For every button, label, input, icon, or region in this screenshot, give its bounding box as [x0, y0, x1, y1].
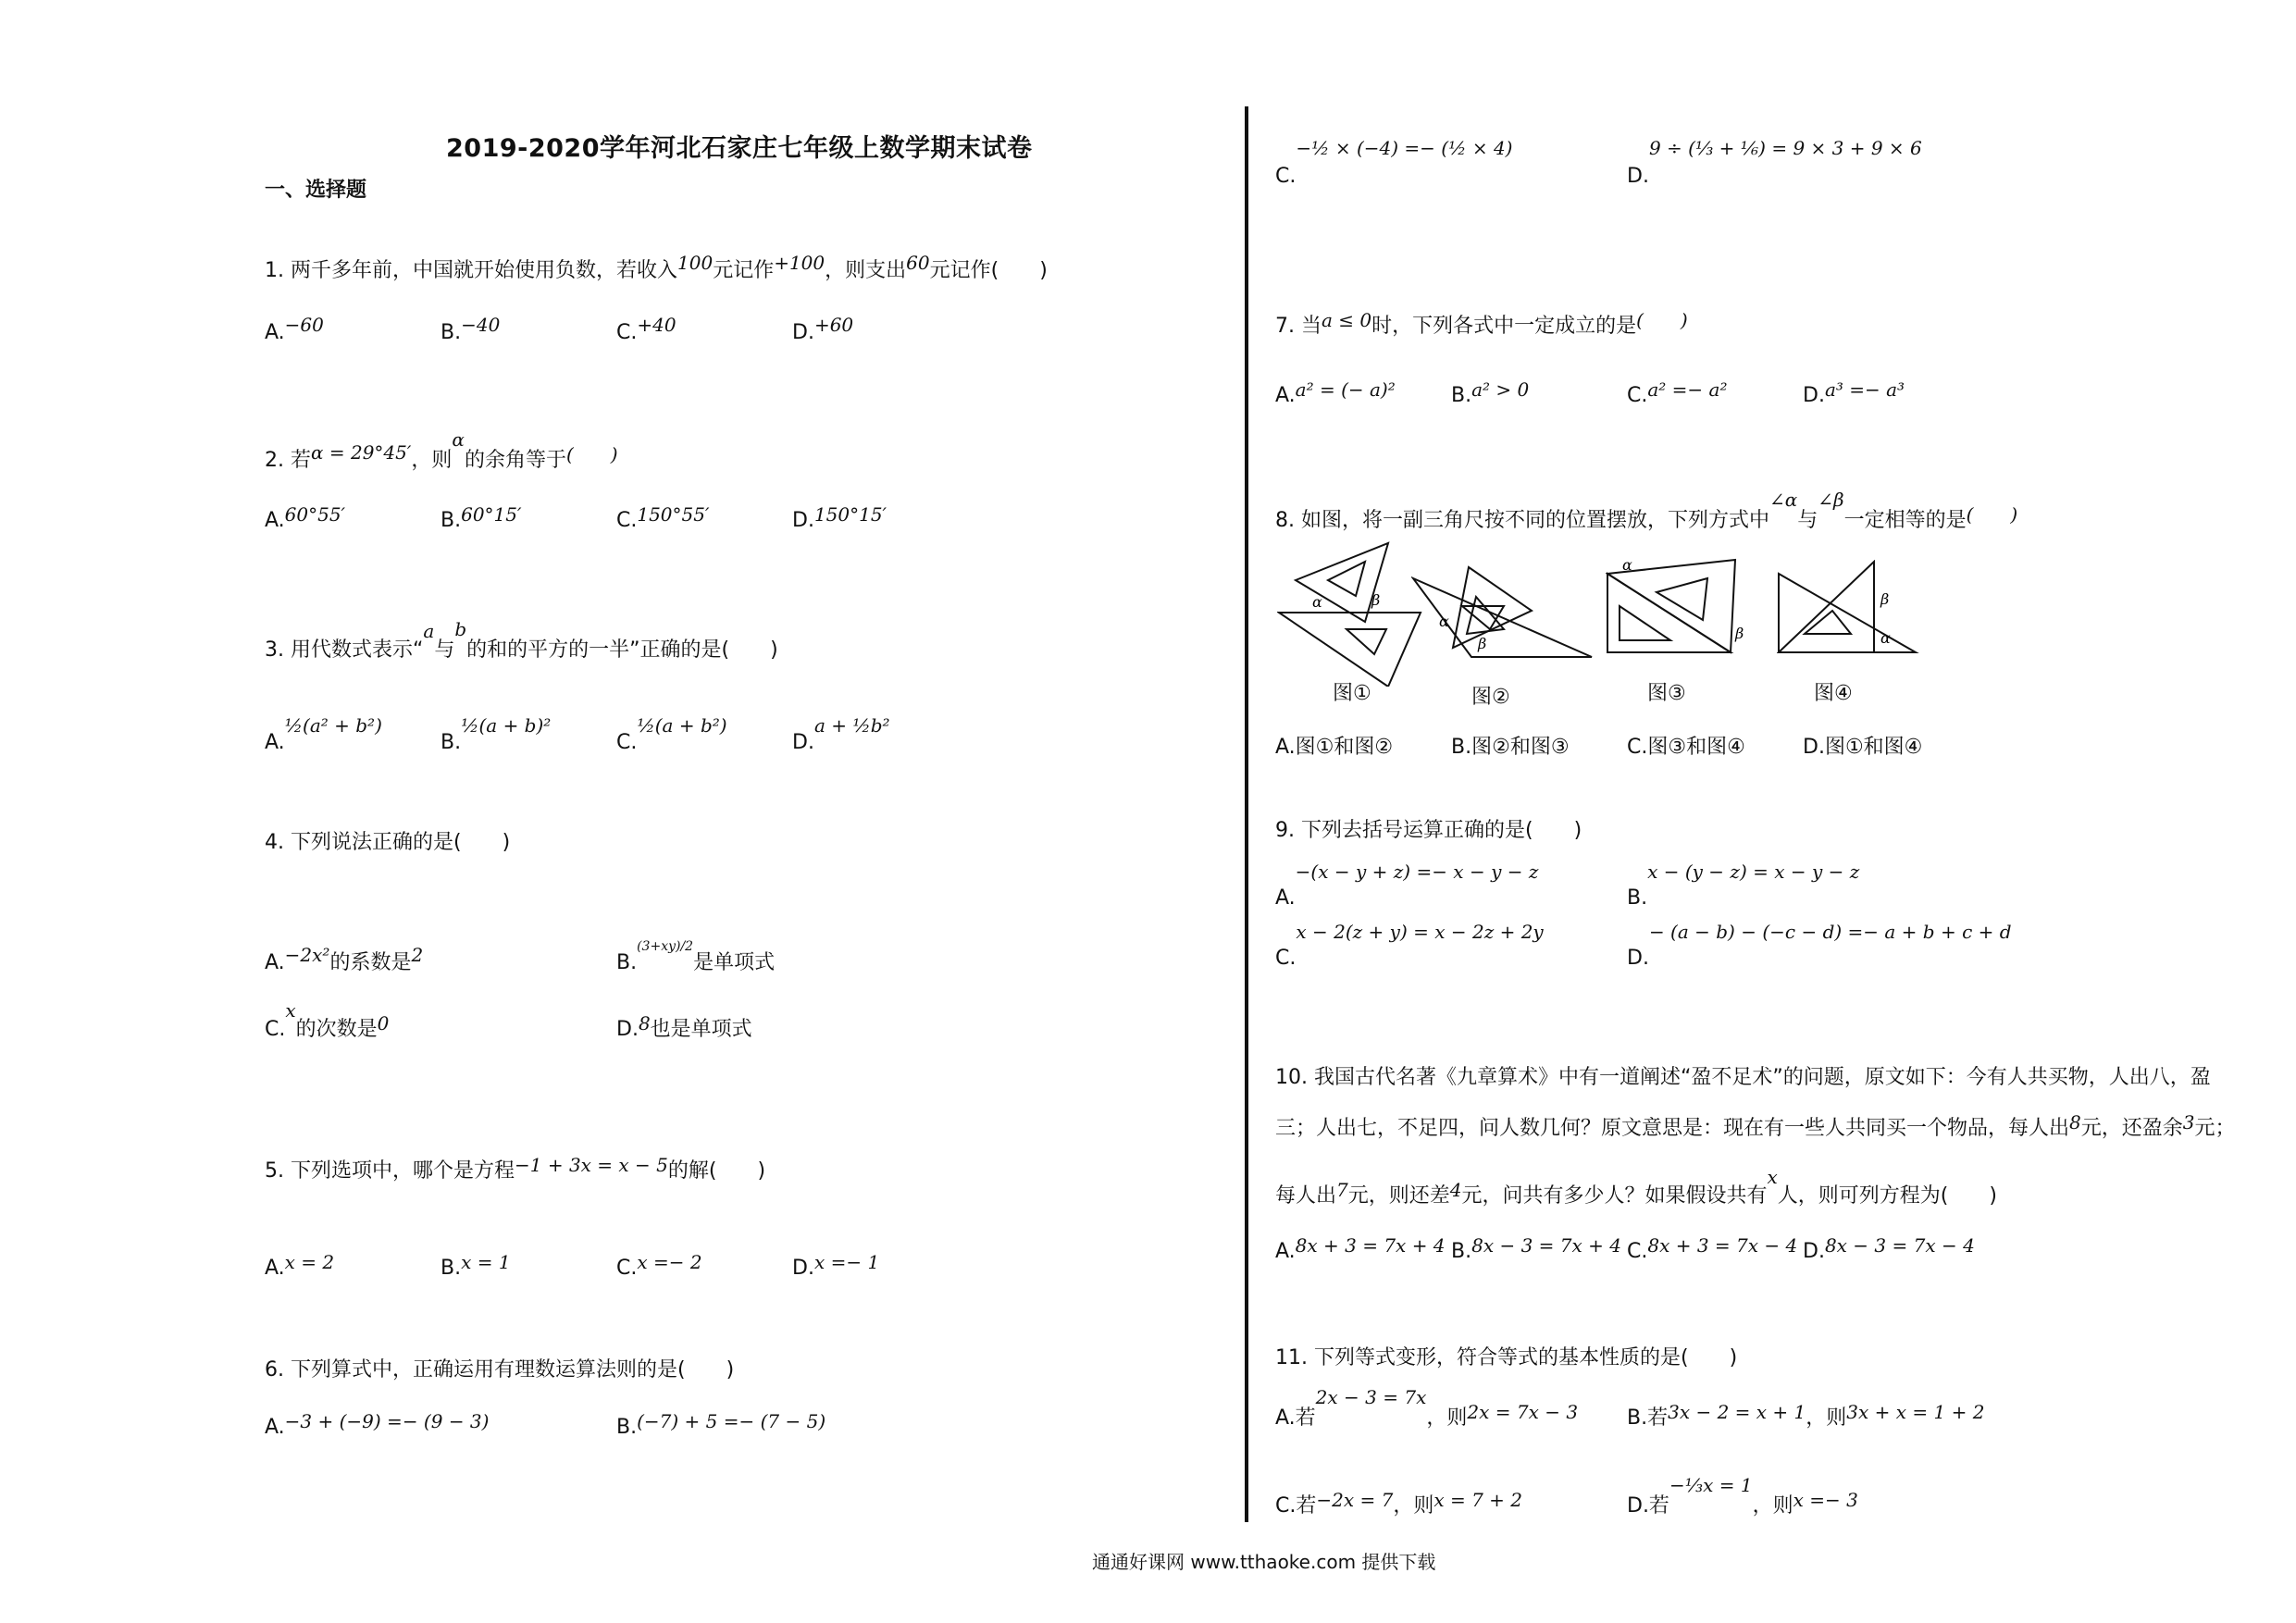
- figure-3-beta-label: β: [1735, 625, 1744, 642]
- q3-option-b[interactable]: B.½(a + b)²: [441, 714, 552, 754]
- question-5-stem: 5. 下列选项中，哪个是方程−1 + 3x = x − 5的解( ): [265, 1154, 766, 1183]
- q11-option-d[interactable]: D.若−⅓x = 1，则x =− 3: [1627, 1474, 1858, 1518]
- q10-option-b[interactable]: B.8x − 3 = 7x + 4: [1451, 1234, 1621, 1263]
- q11-option-b[interactable]: B.若3x − 2 = x + 1，则3x + x = 1 + 2: [1627, 1401, 1985, 1430]
- q7-option-a[interactable]: A.a² = (− a)²: [1275, 378, 1396, 407]
- triangle-figure-1: [1277, 539, 1425, 687]
- question-6-stem: 6. 下列算式中，正确运用有理数运算法则的是( ): [265, 1358, 735, 1381]
- question-3-stem: 3. 用代数式表示“a与b的和的平方的一半”正确的是( ): [265, 618, 778, 662]
- q10-option-d[interactable]: D.8x − 3 = 7x − 4: [1803, 1234, 1975, 1263]
- footer-download-credit: 通通好课网 www.tthaoke.com 提供下载: [1092, 1551, 1436, 1573]
- triangle-figure-3: [1606, 555, 1754, 666]
- column-divider: [1245, 106, 1248, 1522]
- figure-4-alpha-label: α: [1880, 629, 1891, 647]
- q5-option-a[interactable]: A.x = 2: [265, 1251, 335, 1280]
- q1-option-d[interactable]: D.+60: [792, 314, 854, 344]
- q10-option-a[interactable]: A.8x + 3 = 7x + 4: [1275, 1234, 1446, 1263]
- q3-option-d[interactable]: D.a + ½b²: [792, 714, 890, 754]
- q9-option-a[interactable]: A.−(x − y + z) =− x − y − z: [1275, 861, 1539, 910]
- q7-option-c[interactable]: C.a² =− a²: [1627, 378, 1728, 407]
- q4-option-c[interactable]: C.x的次数是0: [265, 999, 390, 1041]
- q2-option-a[interactable]: A.60°55′: [265, 503, 346, 532]
- figure-2-label: 图②: [1471, 686, 1510, 709]
- figure-3-label: 图③: [1647, 682, 1686, 705]
- figure-1-alpha-label: α: [1312, 593, 1322, 611]
- q5-option-d[interactable]: D.x =− 1: [792, 1251, 880, 1280]
- q4-option-d[interactable]: D.8也是单项式: [616, 1012, 752, 1041]
- question-4-stem: 4. 下列说法正确的是( ): [265, 831, 511, 854]
- figure-1-beta-label: β: [1371, 591, 1381, 609]
- q1-option-b[interactable]: B.−40: [441, 314, 501, 344]
- q1-option-a[interactable]: A.−60: [265, 314, 324, 344]
- q11-option-c[interactable]: C.若−2x = 7，则x = 7 + 2: [1275, 1489, 1523, 1518]
- figure-3-alpha-label: α: [1622, 556, 1632, 574]
- q5-option-b[interactable]: B.x = 1: [441, 1251, 511, 1280]
- q8-option-d[interactable]: D.图①和图④: [1803, 736, 1923, 759]
- q7-option-d[interactable]: D.a³ =− a³: [1803, 378, 1905, 407]
- q8-option-b[interactable]: B.图②和图③: [1451, 736, 1570, 759]
- question-10-line-1: 10. 我国古代名著《九章算术》中有一道阐述“盈不足术”的问题，原文如下：今有人共买物，人出八，盈: [1275, 1066, 2211, 1089]
- question-1-stem: 1. 两千多年前，中国就开始使用负数，若收入100元记作+100，则支出60元记作( ): [265, 252, 1048, 282]
- q8-option-c[interactable]: C.图③和图④: [1627, 736, 1745, 759]
- q9-option-b[interactable]: B.x − (y − z) = x − y − z: [1627, 861, 1860, 910]
- question-7-stem: 7. 当a ≤ 0时，下列各式中一定成立的是( ): [1275, 309, 1688, 338]
- page-title: 2019-2020学年河北石家庄七年级上数学期末试卷: [446, 134, 1033, 163]
- q6-option-a[interactable]: A.−3 + (−9) =− (9 − 3): [265, 1410, 490, 1439]
- q3-option-c[interactable]: C.½(a + b²): [616, 714, 727, 754]
- q6-option-c[interactable]: C.−½ × (−4) =− (½ × 4): [1275, 137, 1513, 188]
- question-10-line-2: 三；人出七，不足四，问人数几何？原文意思是：现在有一些人共同买一个物品，每人出8元，还盈余3元；: [1275, 1111, 2236, 1140]
- figure-1-label: 图①: [1333, 682, 1371, 705]
- q11-option-a[interactable]: A.若2x − 3 = 7x，则2x = 7x − 3: [1275, 1386, 1579, 1430]
- section-heading: 一、选择题: [265, 179, 367, 202]
- q4-option-b[interactable]: B.$^{(3+xy)/2}$是单项式: [616, 939, 776, 974]
- triangle-figure-2: [1411, 560, 1596, 671]
- question-11-stem: 11. 下列等式变形，符合等式的基本性质的是( ): [1275, 1346, 1738, 1369]
- q6-option-d[interactable]: D.9 ÷ (⅓ + ⅙) = 9 × 3 + 9 × 6: [1627, 137, 1922, 188]
- q8-option-a[interactable]: A.图①和图②: [1275, 736, 1394, 759]
- q2-option-c[interactable]: C.150°55′: [616, 503, 710, 532]
- figure-2-beta-label: β: [1478, 635, 1487, 652]
- q5-option-c[interactable]: C.x =− 2: [616, 1251, 702, 1280]
- figure-4-label: 图④: [1814, 682, 1853, 705]
- q2-option-d[interactable]: D.150°15′: [792, 503, 887, 532]
- question-10-line-3: 每人出7元，则还差4元，问共有多少人？如果假设共有x人，则可列方程为( ): [1275, 1166, 1997, 1208]
- q6-option-b[interactable]: B.(−7) + 5 =− (7 − 5): [616, 1410, 826, 1439]
- question-9-stem: 9. 下列去括号运算正确的是( ): [1275, 819, 1582, 842]
- q9-option-c[interactable]: C.x − 2(z + y) = x − 2z + 2y: [1275, 921, 1544, 970]
- q1-option-c[interactable]: C.+40: [616, 314, 676, 344]
- question-2-stem: 2. 若α = 29°45′，则α的余角等于( ): [265, 428, 618, 472]
- q7-option-b[interactable]: B.a² > 0: [1451, 378, 1530, 407]
- q4-option-a[interactable]: A.−2x²的系数是2: [265, 944, 424, 974]
- q10-option-c[interactable]: C.8x + 3 = 7x − 4: [1627, 1234, 1798, 1263]
- q2-option-b[interactable]: B.60°15′: [441, 503, 522, 532]
- figure-2-alpha-label: α: [1439, 613, 1449, 630]
- triangle-figure-4: [1777, 560, 1925, 662]
- figure-4-beta-label: β: [1880, 590, 1890, 608]
- q3-option-a[interactable]: A.½(a² + b²): [265, 714, 382, 754]
- q9-option-d[interactable]: D.− (a − b) − (−c − d) =− a + b + c + d: [1627, 921, 2012, 970]
- question-8-stem: 8. 如图，将一副三角尺按不同的位置摆放，下列方式中∠α与∠β一定相等的是( ): [1275, 489, 2018, 532]
